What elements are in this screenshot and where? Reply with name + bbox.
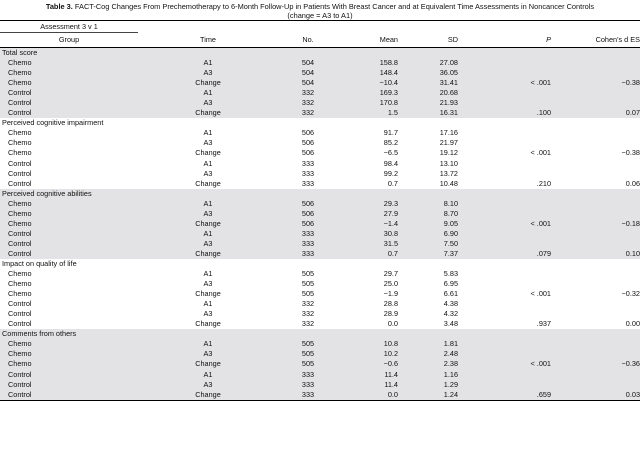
cell-group: Control [0, 229, 138, 239]
cell-mean: 85.2 [383, 138, 398, 148]
section-title: Impact on quality of life [2, 259, 77, 268]
cell-p [458, 199, 559, 209]
section-header-row [0, 259, 640, 269]
cell-no: 333 [278, 380, 338, 390]
cell-no: 505 [301, 269, 315, 279]
cell-mean: −0.6 [338, 359, 398, 369]
cell-time: A3 [203, 279, 213, 289]
cell-es [559, 209, 640, 219]
cell-mean: 30.8 [338, 229, 398, 239]
cell-mean: 169.3 [338, 88, 398, 98]
cell-sd: 8.70 [398, 209, 458, 219]
table-row [0, 349, 640, 359]
table-body [0, 48, 640, 401]
table-row [0, 249, 640, 259]
table-row [0, 179, 640, 189]
cell-p [458, 269, 559, 279]
cell-group: Chemo [0, 58, 138, 68]
cell-no: 504 [278, 68, 338, 78]
cell-time: Change [195, 178, 221, 188]
cell-sd: 31.41 [398, 78, 458, 88]
cell-es [559, 339, 640, 349]
cell-group: Control [0, 98, 138, 108]
cell-sd: 27.08 [398, 58, 458, 68]
table-row [0, 209, 640, 219]
cell-es: 0.07 [559, 108, 640, 118]
cell-es: −0.32 [621, 289, 640, 299]
cell-sd: 8.10 [398, 199, 458, 209]
table-row [0, 199, 640, 209]
cell-group: Control [0, 88, 138, 98]
cell-p [458, 98, 559, 108]
cell-p: .937 [536, 319, 551, 329]
cell-mean: 28.8 [383, 299, 398, 309]
table-subtitle: (change = A3 to A1) [287, 11, 353, 20]
cell-p [458, 309, 559, 319]
table-row [0, 289, 640, 299]
cell-group: Chemo [8, 269, 32, 279]
cell-sd: 13.10 [439, 158, 458, 168]
cell-p [458, 349, 559, 359]
table-row [0, 390, 640, 401]
section-title: Perceived cognitive abilities [0, 189, 640, 199]
cell-sd: 1.29 [398, 380, 458, 390]
table-row [0, 88, 640, 98]
cell-no: 333 [278, 370, 338, 380]
cell-group: Chemo [0, 339, 138, 349]
cell-es [559, 128, 640, 138]
table-title: FACT-Cog Changes From Prechemotherapy to 6-Month Follow-Up in Patients With Breast Cancer and at Equivalent Time Assessments in Noncancer Controls [74, 2, 595, 11]
section-title: Total score [0, 48, 640, 59]
cell-time: Change [195, 148, 221, 158]
cell-mean: 170.8 [338, 98, 398, 108]
cell-group: Control [8, 309, 32, 319]
table-row [0, 169, 640, 179]
cell-p [458, 380, 559, 390]
cell-p [458, 128, 559, 138]
cell-mean: 0.7 [338, 249, 398, 259]
cell-mean: 158.8 [338, 58, 398, 68]
cell-es [559, 68, 640, 78]
cell-time: A3 [138, 239, 278, 249]
cell-sd: 21.97 [439, 138, 458, 148]
section-title: Comments from others [0, 329, 640, 339]
cell-group: Chemo [8, 138, 32, 148]
table-row [0, 68, 640, 78]
cell-no: 505 [278, 339, 338, 349]
cell-group: Control [0, 108, 138, 118]
cell-time: Change [138, 390, 278, 401]
cell-time: A1 [138, 370, 278, 380]
cell-mean: 91.7 [383, 128, 398, 138]
cell-mean: 10.2 [338, 349, 398, 359]
cell-es [559, 58, 640, 68]
cell-no: 333 [301, 168, 315, 178]
cell-p: .659 [458, 390, 559, 401]
cell-time: A3 [138, 68, 278, 78]
table-row [0, 148, 640, 158]
table-row [0, 138, 640, 148]
cell-p [458, 138, 559, 148]
cell-group: Control [0, 380, 138, 390]
cell-sd: 1.16 [398, 370, 458, 380]
cell-p [458, 169, 559, 179]
cell-time: A1 [138, 339, 278, 349]
cell-es [559, 309, 640, 319]
cell-group: Control [0, 239, 138, 249]
table-row [0, 359, 640, 369]
cell-p: .079 [458, 249, 559, 259]
cell-no: 333 [301, 158, 315, 168]
cell-time: Change [138, 359, 278, 369]
table-row [0, 229, 640, 239]
cell-sd: 36.05 [398, 68, 458, 78]
cell-es [559, 370, 640, 380]
cell-mean: −10.4 [338, 78, 398, 88]
cell-es [559, 98, 640, 108]
cell-p [458, 68, 559, 78]
table-row [0, 108, 640, 118]
table-row [0, 239, 640, 249]
col-header-group: Group [0, 33, 138, 48]
cell-group: Control [0, 370, 138, 380]
cell-mean: 11.4 [338, 380, 398, 390]
cell-time: A1 [138, 88, 278, 98]
cell-no: 505 [278, 349, 338, 359]
cell-time: A3 [138, 380, 278, 390]
cell-group: Control [0, 390, 138, 401]
cell-time: Change [138, 108, 278, 118]
cell-p [458, 159, 559, 169]
cell-mean: 29.3 [338, 199, 398, 209]
cell-es [559, 199, 640, 209]
cell-sd: 1.24 [398, 390, 458, 401]
cell-no: 333 [301, 178, 315, 188]
cell-time: Change [138, 219, 278, 229]
cell-group: Chemo [0, 359, 138, 369]
cell-mean: 31.5 [338, 239, 398, 249]
cell-mean: −6.5 [383, 148, 398, 158]
cell-mean: −1.9 [383, 289, 398, 299]
cell-group: Chemo [8, 148, 32, 158]
cell-time: A1 [203, 128, 213, 138]
cell-no: 332 [301, 299, 315, 309]
table-label: Table 3. [45, 2, 73, 11]
cell-time: A3 [203, 168, 213, 178]
table-row [0, 299, 640, 309]
cell-sd: 17.16 [439, 128, 458, 138]
cell-sd: 6.90 [398, 229, 458, 239]
cell-mean: 98.4 [383, 158, 398, 168]
cell-group: Chemo [0, 68, 138, 78]
cell-mean: 29.7 [383, 269, 398, 279]
cell-mean: 1.5 [338, 108, 398, 118]
assessment-header-row [0, 21, 640, 33]
assessment-label: Assessment 3 v 1 [0, 21, 138, 33]
cell-p [458, 88, 559, 98]
cell-es [559, 380, 640, 390]
cell-no: 506 [278, 199, 338, 209]
cell-group: Control [8, 178, 32, 188]
cell-es: 0.03 [559, 390, 640, 401]
table-row [0, 128, 640, 138]
section-header-row [0, 189, 640, 199]
table-row [0, 159, 640, 169]
cell-time: A1 [138, 229, 278, 239]
cell-group: Chemo [8, 279, 32, 289]
cell-group: Chemo [0, 349, 138, 359]
cell-no: 505 [301, 289, 315, 299]
cell-group: Chemo [0, 219, 138, 229]
cell-group: Control [8, 319, 32, 329]
table-row [0, 219, 640, 229]
col-header-time: Time [138, 33, 278, 48]
cell-group: Chemo [8, 128, 32, 138]
cell-p: < .001 [458, 78, 559, 88]
cell-sd: 1.81 [398, 339, 458, 349]
col-header-p-text: P [546, 34, 551, 44]
cell-no: 332 [278, 108, 338, 118]
cell-time: Change [195, 319, 221, 329]
cell-group: Control [8, 299, 32, 309]
column-header-row [0, 33, 640, 48]
cell-mean: 10.8 [338, 339, 398, 349]
cell-es [559, 138, 640, 148]
cell-es [559, 349, 640, 359]
cell-p [458, 299, 559, 309]
cell-no: 506 [278, 219, 338, 229]
cell-sd: 19.12 [439, 148, 458, 158]
cell-sd: 2.48 [398, 349, 458, 359]
cell-es: 0.10 [559, 249, 640, 259]
cell-time: A3 [138, 349, 278, 359]
cell-no: 506 [301, 138, 315, 148]
cell-mean: 148.4 [338, 68, 398, 78]
cell-no: 333 [278, 239, 338, 249]
cell-p [458, 229, 559, 239]
cell-p [458, 339, 559, 349]
cell-p: < .001 [458, 359, 559, 369]
cell-time: A3 [203, 138, 213, 148]
cell-no: 333 [278, 229, 338, 239]
cell-es [559, 239, 640, 249]
results-table [0, 20, 640, 401]
cell-sd: 13.72 [439, 168, 458, 178]
cell-sd: 6.95 [443, 279, 458, 289]
cell-sd: 7.50 [398, 239, 458, 249]
cell-sd: 4.32 [443, 309, 458, 319]
cell-mean: −1.4 [338, 219, 398, 229]
cell-p: < .001 [530, 289, 551, 299]
cell-mean: 99.2 [383, 168, 398, 178]
cell-group: Control [8, 158, 32, 168]
table-row [0, 269, 640, 279]
table-row [0, 58, 640, 68]
cell-no: 504 [278, 78, 338, 88]
table-row [0, 319, 640, 329]
cell-p: < .001 [458, 219, 559, 229]
cell-group: Chemo [0, 78, 138, 88]
cell-p: .100 [458, 108, 559, 118]
cell-time: Change [138, 78, 278, 88]
cell-time: A1 [138, 199, 278, 209]
cell-p: .210 [536, 178, 551, 188]
cell-mean: 27.9 [338, 209, 398, 219]
cell-p: < .001 [530, 148, 551, 158]
cell-time: A1 [138, 58, 278, 68]
cell-no: 504 [278, 58, 338, 68]
table-row [0, 339, 640, 349]
cell-time: A3 [138, 98, 278, 108]
section-header-row [0, 48, 640, 59]
cell-es [559, 159, 640, 169]
cell-sd: 21.93 [398, 98, 458, 108]
cell-sd: 20.68 [398, 88, 458, 98]
cell-no: 332 [278, 88, 338, 98]
cell-no: 333 [278, 390, 338, 401]
cell-es: −0.38 [559, 78, 640, 88]
cell-p [458, 370, 559, 380]
cell-time: Change [195, 289, 221, 299]
section-header-row [0, 118, 640, 128]
cell-es: 0.06 [625, 178, 640, 188]
cell-es [559, 279, 640, 289]
cell-mean: 0.0 [338, 390, 398, 401]
table-row [0, 380, 640, 390]
cell-es: 0.00 [625, 319, 640, 329]
cell-es: −0.38 [621, 148, 640, 158]
cell-no: 332 [301, 309, 315, 319]
cell-group: Chemo [0, 209, 138, 219]
cell-es [559, 169, 640, 179]
table-caption [0, 0, 640, 20]
col-header-p [458, 33, 559, 48]
col-header-no: No. [278, 33, 338, 48]
cell-group: Chemo [0, 199, 138, 209]
cell-sd: 3.48 [443, 319, 458, 329]
cell-time: A1 [203, 269, 213, 279]
cell-no: 505 [278, 359, 338, 369]
cell-sd: 10.48 [439, 178, 458, 188]
cell-es [559, 299, 640, 309]
table-row [0, 98, 640, 108]
cell-sd: 9.05 [398, 219, 458, 229]
cell-mean: 0.0 [387, 319, 398, 329]
col-header-mean: Mean [338, 33, 398, 48]
cell-group: Control [8, 168, 32, 178]
table-row [0, 78, 640, 88]
cell-time: A3 [203, 309, 213, 319]
cell-time: A1 [203, 158, 213, 168]
cell-p [458, 209, 559, 219]
cell-no: 332 [301, 319, 315, 329]
table-row [0, 309, 640, 319]
cell-p [458, 58, 559, 68]
cell-group: Chemo [8, 289, 32, 299]
cell-time: Change [138, 249, 278, 259]
cell-sd: 7.37 [398, 249, 458, 259]
col-header-es: Cohen's d ES [559, 33, 640, 48]
section-header-row [0, 329, 640, 339]
cell-es: −0.18 [559, 219, 640, 229]
cell-sd: 4.38 [443, 299, 458, 309]
cell-no: 505 [301, 279, 315, 289]
col-header-sd: SD [398, 33, 458, 48]
cell-mean: 25.0 [383, 279, 398, 289]
section-title: Perceived cognitive impairment [2, 118, 104, 128]
cell-group: Control [0, 249, 138, 259]
cell-mean: 0.7 [387, 178, 398, 188]
cell-es [559, 229, 640, 239]
cell-mean: 11.4 [338, 370, 398, 380]
cell-no: 506 [301, 148, 315, 158]
cell-no: 506 [301, 128, 315, 138]
cell-sd: 6.61 [443, 289, 458, 299]
table-row [0, 370, 640, 380]
cell-time: A1 [203, 299, 213, 309]
cell-sd: 16.31 [398, 108, 458, 118]
table-row [0, 279, 640, 289]
cell-no: 333 [278, 249, 338, 259]
cell-sd: 2.38 [398, 359, 458, 369]
cell-no: 332 [278, 98, 338, 108]
cell-es [559, 88, 640, 98]
cell-es: −0.36 [559, 359, 640, 369]
cell-no: 506 [278, 209, 338, 219]
cell-es [559, 269, 640, 279]
cell-mean: 28.9 [383, 309, 398, 319]
cell-p [458, 239, 559, 249]
cell-p [458, 279, 559, 289]
cell-time: A3 [138, 209, 278, 219]
cell-sd: 5.83 [443, 269, 458, 279]
